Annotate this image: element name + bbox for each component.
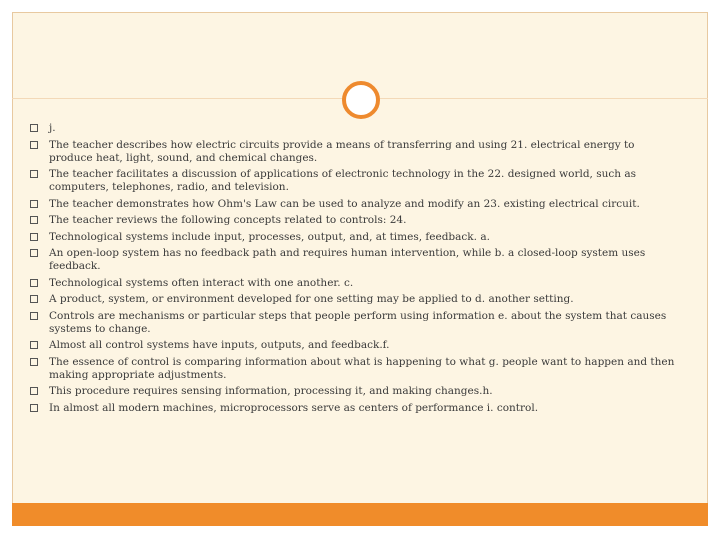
list-item [30,139,680,165]
list-item-text: This procedure requires sensing information, processing it, and making changes.h. [49,385,493,397]
list-item [30,247,680,273]
checkbox-bullet-icon [30,295,38,303]
bullet-list [30,122,680,418]
checkbox-bullet-icon [30,279,38,287]
list-item-text: Almost all control systems have inputs, outputs, and feedback.f. [49,339,390,351]
list-item-text: Technological systems often interact with one another. c. [49,276,354,289]
checkbox-bullet-icon [30,341,38,349]
footer-bar [12,503,708,526]
checkbox-bullet-icon [30,312,38,320]
list-item [30,385,680,398]
list-item [30,293,680,306]
list-item [30,231,680,244]
checkbox-bullet-icon [30,233,38,241]
checkbox-bullet-icon [30,216,38,224]
list-item [30,356,680,382]
list-item [30,214,680,227]
list-item-text: The teacher demonstrates how Ohm's Law can be used to analyze and modify an 23. existing electrical circuit. [49,197,640,210]
circle-ornament-icon [342,81,380,119]
list-item-text: A product, system, or environment developed for one setting may be applied to d. another setting. [49,293,574,305]
checkbox-bullet-icon [30,170,38,178]
checkbox-bullet-icon [30,387,38,395]
list-item-text: The teacher facilitates a discussion of applications of electronic technology in the 22. designed world, such as computers, telephones, radio, and television. [49,168,636,193]
checkbox-bullet-icon [30,124,38,132]
list-item-text: In almost all modern machines, microprocessors serve as centers of performance i. control. [49,401,539,414]
list-item-text: j. [49,122,56,134]
list-item [30,402,680,415]
checkbox-bullet-icon [30,404,38,412]
checkbox-bullet-icon [30,141,38,149]
checkbox-bullet-icon [30,200,38,208]
list-item-text: The essence of control is comparing information about what is happening to what g. people want to happen and then making appropriate adjustments. [49,355,675,381]
list-item [30,122,680,135]
list-item [30,277,680,290]
list-item [30,310,680,336]
list-item-text: The teacher reviews the following concepts related to controls: 24. [49,214,407,226]
checkbox-bullet-icon [30,249,38,257]
list-item [30,198,680,211]
list-item-text: An open-loop system has no feedback path and requires human intervention, while b. a closed-loop system uses feedback. [49,247,646,272]
list-item-text: The teacher describes how electric circuits provide a means of transferring and using 21. electrical energy to produce heat, light, sound, and chemical changes. [49,138,635,164]
checkbox-bullet-icon [30,358,38,366]
list-item [30,339,680,352]
list-item-text: Controls are mechanisms or particular steps that people perform using information e. about the system that causes systems to change. [49,309,667,335]
list-item-text: Technological systems include input, processes, output, and, at times, feedback. a. [49,230,490,243]
list-item [30,168,680,194]
